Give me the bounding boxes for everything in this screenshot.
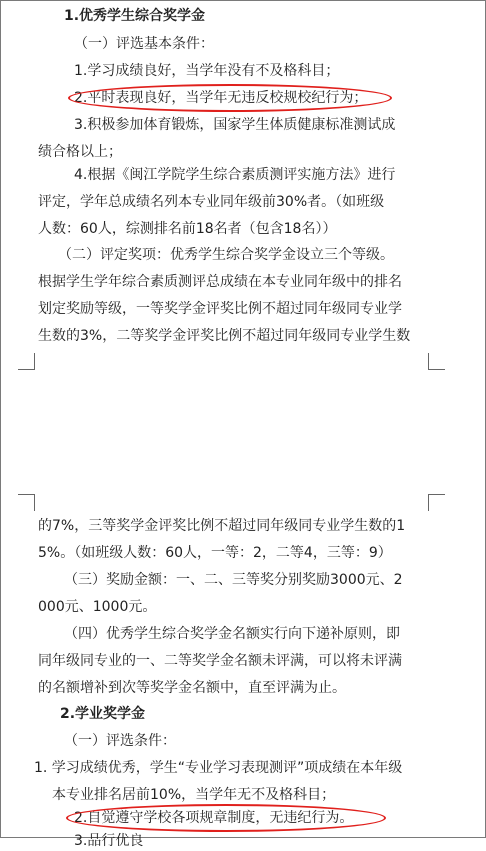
condition-3-line-2: 绩合格以上； (38, 144, 122, 160)
award-items-line-3: 划定奖励等级，一等奖学金评奖比例不超过同年级同专业学 (38, 301, 402, 317)
award-items-line-1: （二）评定奖项：优秀学生综合奖学金设立三个等级。 (58, 247, 394, 263)
quota-line-2: 同年级同专业的一、二等奖学金名额未评满，可以将未评满 (38, 653, 402, 669)
amount-line-2: 000元、1000元。 (38, 599, 157, 615)
condition-3-line-1: 3.积极参加体育锻炼，国家学生体质健康标准测试成 (74, 117, 396, 133)
award-items-line-4: 生数的3%，二等奖学金评奖比例不超过同年级同专业学生数 (38, 328, 411, 344)
page-corner-mark-bottom-right (428, 353, 445, 370)
red-circle-annotation (68, 84, 392, 112)
section-heading-1: 1.优秀学生综合奖学金 (64, 8, 206, 24)
condition-1: 1.学习成绩良好，当学年没有不及格科目； (74, 63, 340, 79)
page-corner-mark-top-left (18, 494, 35, 511)
condition-2: 2.平时表现良好，当学年无违反校规校纪行为； (74, 90, 368, 106)
item-1-line-2: 本专业排名居前10%，当学年无不及格科目； (52, 787, 336, 803)
continuation-line-1: 的7%，三等奖学金评奖比例不超过同年级同专业学生数的1 (38, 518, 406, 534)
red-circle-annotation (66, 804, 386, 832)
condition-4-line-3: 人数：60人，综测排名前18名者（包含18名）） (38, 221, 337, 237)
continuation-line-2: 5%。（如班级人数：60人，一等：2，二等4，三等：9） (38, 545, 392, 561)
condition-4-line-2: 评定，学年总成绩名列本专业同年级前30%者。（如班级 (38, 194, 385, 210)
amount-line-1: （三）奖励金额：一、二、三等奖分别奖励3000元、2 (64, 572, 403, 588)
quota-line-3: 的名额增补到次等奖学金名额中，直至评满为止。 (38, 680, 346, 696)
quota-line-1: （四）优秀学生综合奖学金名额实行向下递补原则，即 (64, 626, 400, 642)
item-2: 2.自觉遵守学校各项规章制度，无违纪行为。 (74, 810, 354, 826)
conditions-title: （一）评选条件： (64, 733, 176, 749)
award-items-line-2: 根据学生学年综合素质测评总成绩在本专业同年级中的排名 (38, 274, 402, 290)
page-corner-mark-bottom-left (18, 353, 35, 370)
page-corner-mark-top-right (428, 494, 445, 511)
section-heading-2: 2.学业奖学金 (60, 706, 146, 722)
item-1-line-1: 1. 学习成绩优秀，学生“专业学习表现测评”项成绩在本年级 (34, 760, 403, 776)
basic-conditions-title: （一）评选基本条件： (74, 36, 214, 52)
condition-4-line-1: 4.根据《闽江学院学生综合素质测评实施方法》进行 (74, 167, 396, 183)
item-3-partial: 3.品行优良 (74, 833, 144, 849)
